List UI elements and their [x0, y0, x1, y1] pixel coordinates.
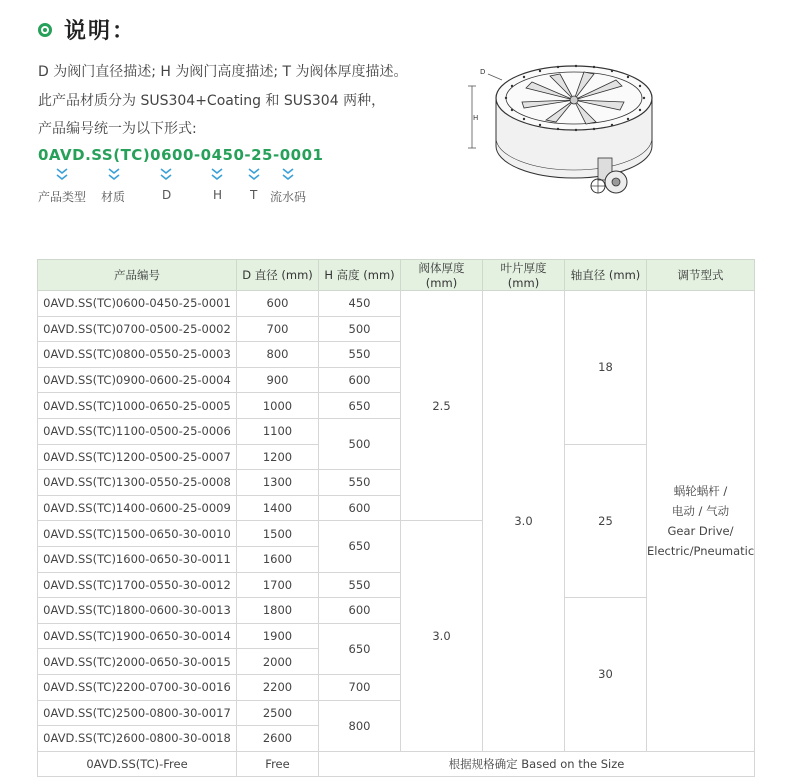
- product-code-cell: 0AVD.SS(TC)-Free: [38, 751, 237, 777]
- column-header: 叶片厚度 (mm): [483, 260, 565, 291]
- product-code-cell: 0AVD.SS(TC)1800-0600-30-0013: [38, 598, 237, 624]
- height-cell: 650: [319, 393, 401, 419]
- diameter-cell: 2200: [237, 674, 319, 700]
- diameter-cell: 600: [237, 291, 319, 317]
- body-thickness-cell: 3.0: [401, 521, 483, 751]
- chevron-down-icon: [108, 168, 120, 182]
- chevron-down-icon: [248, 168, 260, 182]
- spec-table: [37, 259, 755, 777]
- code-label-h: H: [213, 188, 223, 202]
- section-heading: [38, 14, 136, 45]
- product-code-cell: 0AVD.SS(TC)2200-0700-30-0016: [38, 674, 237, 700]
- product-code-cell: 0AVD.SS(TC)0600-0450-25-0001: [38, 291, 237, 317]
- code-format-example: 0AVD.SS(TC)0600-0450-25-0001: [38, 146, 324, 164]
- code-label-material: 材质: [101, 190, 126, 204]
- diameter-cell: 1300: [237, 470, 319, 496]
- free-size-note: 根据规格确定 Based on the Size: [319, 751, 755, 777]
- diameter-cell: 1800: [237, 598, 319, 624]
- shaft-diameter-cell: 30: [565, 598, 647, 752]
- diameter-cell: Free: [237, 751, 319, 777]
- product-code-cell: 0AVD.SS(TC)0700-0500-25-0002: [38, 316, 237, 342]
- chevron-down-icon: [282, 168, 294, 182]
- diameter-cell: 1200: [237, 444, 319, 470]
- product-code-cell: 0AVD.SS(TC)0900-0600-25-0004: [38, 367, 237, 393]
- product-code-cell: 0AVD.SS(TC)0800-0550-25-0003: [38, 342, 237, 368]
- diameter-cell: 1400: [237, 495, 319, 521]
- label-d: D: [480, 68, 486, 76]
- description-line-1: D 为阀门直径描述; H 为阀门高度描述; T 为阀体厚度描述。: [38, 64, 408, 80]
- chevron-down-icon: [160, 168, 172, 182]
- height-cell: 500: [319, 316, 401, 342]
- height-cell: 600: [319, 598, 401, 624]
- product-code-cell: 0AVD.SS(TC)1400-0600-25-0009: [38, 495, 237, 521]
- height-cell: 550: [319, 572, 401, 598]
- height-cell: 800: [319, 700, 401, 751]
- column-header: H 高度 (mm): [319, 260, 401, 291]
- height-cell: 650: [319, 623, 401, 674]
- damper-illustration: [466, 58, 656, 208]
- height-cell: 450: [319, 291, 401, 317]
- height-cell: 600: [319, 367, 401, 393]
- height-cell: 550: [319, 470, 401, 496]
- product-code-cell: 0AVD.SS(TC)1500-0650-30-0010: [38, 521, 237, 547]
- regulation-line: Gear Drive/: [667, 523, 734, 538]
- description-line-3: 产品编号统一为以下形式:: [38, 121, 197, 137]
- product-code-cell: 0AVD.SS(TC)2500-0800-30-0017: [38, 700, 237, 726]
- diameter-cell: 1900: [237, 623, 319, 649]
- column-header: 调节型式: [647, 260, 755, 291]
- diameter-cell: 1600: [237, 546, 319, 572]
- column-header: 轴直径 (mm): [565, 260, 647, 291]
- product-code-cell: 0AVD.SS(TC)1000-0650-25-0005: [38, 393, 237, 419]
- shaft-diameter-cell: 18: [565, 291, 647, 445]
- table-header-row: [38, 260, 755, 291]
- product-code-cell: 0AVD.SS(TC)1100-0500-25-0006: [38, 418, 237, 444]
- shaft-diameter-cell: 25: [565, 444, 647, 598]
- product-code-cell: 0AVD.SS(TC)1200-0500-25-0007: [38, 444, 237, 470]
- diameter-cell: 900: [237, 367, 319, 393]
- code-label-product-type: 产品类型: [38, 190, 87, 204]
- diameter-cell: 2600: [237, 726, 319, 752]
- height-cell: 600: [319, 495, 401, 521]
- product-code-cell: 0AVD.SS(TC)2600-0800-30-0018: [38, 726, 237, 752]
- label-h: H: [473, 114, 479, 122]
- table-row: [38, 291, 755, 317]
- product-code-cell: 0AVD.SS(TC)1900-0650-30-0014: [38, 623, 237, 649]
- height-cell: 550: [319, 342, 401, 368]
- chevron-down-icon: [211, 168, 223, 182]
- body-thickness-cell: 2.5: [401, 291, 483, 521]
- code-label-serial: 流水码: [270, 190, 307, 204]
- diameter-cell: 1700: [237, 572, 319, 598]
- diameter-cell: 800: [237, 342, 319, 368]
- column-header: D 直径 (mm): [237, 260, 319, 291]
- regulation-line: 电动 / 气动: [671, 503, 730, 518]
- column-header: 产品编号: [38, 260, 237, 291]
- product-code-cell: 0AVD.SS(TC)2000-0650-30-0015: [38, 649, 237, 675]
- regulation-line: Electric/Pneumatic: [647, 543, 755, 558]
- page-title: 说明：: [64, 19, 137, 44]
- chevron-down-icon: [56, 168, 68, 182]
- height-cell: 700: [319, 674, 401, 700]
- diameter-cell: 1500: [237, 521, 319, 547]
- code-label-d: D: [162, 188, 172, 202]
- height-cell: 650: [319, 521, 401, 572]
- blade-thickness-cell: 3.0: [483, 291, 565, 752]
- product-code-cell: 0AVD.SS(TC)1700-0550-30-0012: [38, 572, 237, 598]
- code-label-t: T: [250, 188, 258, 202]
- diameter-cell: 1100: [237, 418, 319, 444]
- table-row-free: [38, 751, 755, 777]
- bullet-icon: [38, 23, 52, 37]
- product-code-cell: 0AVD.SS(TC)1300-0550-25-0008: [38, 470, 237, 496]
- description-line-2: 此产品材质分为 SUS304+Coating 和 SUS304 两种，: [38, 93, 386, 109]
- diameter-cell: 1000: [237, 393, 319, 419]
- diameter-cell: 700: [237, 316, 319, 342]
- regulation-type-cell: [647, 291, 755, 752]
- product-code-cell: 0AVD.SS(TC)1600-0650-30-0011: [38, 546, 237, 572]
- diameter-cell: 2000: [237, 649, 319, 675]
- column-header: 阀体厚度 (mm): [401, 260, 483, 291]
- diameter-cell: 2500: [237, 700, 319, 726]
- regulation-line: 蜗轮蜗杆 /: [673, 483, 728, 498]
- height-cell: 500: [319, 418, 401, 469]
